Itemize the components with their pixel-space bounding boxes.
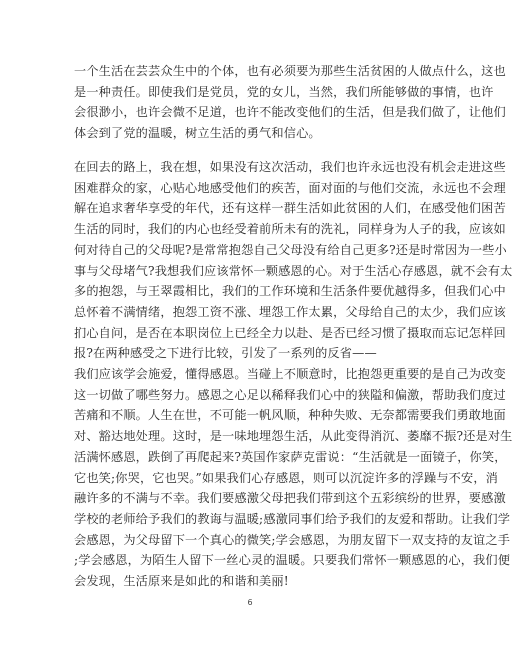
text-line: 融许多的不满与不幸。我们要感激父母把我们带到这个五彩缤纷的世界，要感激 [74, 491, 506, 506]
text-line: 在回去的路上，我在想，如果没有这次活动，我们也许永远也没有机会走进这些 [74, 160, 506, 174]
text-line: 何对待自己的父母呢?是常常抱怨自己父母没有给自己更多?还是时常因为一些小 [74, 242, 507, 257]
text-line: 总怀着不满情绪，抱怨工资不涨、埋怨工作太累，父母给自己的太少，我们应该 [74, 304, 506, 319]
text-line: 学校的老师给予我们的教诲与温暖;感激同事们给予我们的友爱和帮助。让我们学 [74, 511, 511, 526]
text-line: ;学会感恩，为陌生人留下一丝心灵的温暖。只要我们常怀一颗感恩的心，我们便 [74, 553, 511, 568]
paragraph-2 [74, 157, 513, 592]
page-number: 6 [247, 598, 253, 607]
text-line: 苦痛和不顺。人生在世，不可能一帆风顺，种种失败、无奈都需要我们勇敢地面 [74, 408, 506, 423]
text-line: 会很渺小，也许会微不足道，也许不能改变他们的生活，但是我们做了，让他们 [74, 105, 506, 120]
paragraph-1 [74, 61, 506, 144]
text-line: 报?在两种感受之下进行比较，引发了一系列的反省—— [74, 346, 377, 361]
text-line: 体会到了党的温暖，树立生活的勇气和信心。 [74, 126, 321, 141]
text-line: 一个生活在芸芸众生中的个体，也有必须要为那些生活贫困的人做点什么，这也 [74, 64, 506, 78]
text-line: 会发现，生活原来是如此的和谐和美丽! [74, 574, 289, 589]
text-line: 是一种责任。即使我们是党员，党的女儿，当然，我们所能够做的事情，也许 [74, 84, 494, 99]
text-line: 扪心自问，是否在本职岗位上已经全力以赴、是否已经习惯了摄取而忘记怎样回 [74, 325, 506, 340]
text-line: 困难群众的家，心贴心地感受他们的疾苦，面对面的与他们交流，永远也不会理 [74, 180, 506, 195]
text-line: 多的抱怨，与王翠霞相比，我们的工作环境和生活条件要优越得多，但我们心中 [74, 284, 506, 299]
text-line: 事与父母堵气?我想我们应该常怀一颗感恩的心。对于生活心存感恩，就不会有太 [74, 263, 513, 278]
text-line: 解在追求奢华享受的年代，还有这样一群生活如此贫困的人们，在感受他们困苦 [74, 201, 506, 216]
text-line: 生活的同时，我们的内心也经受着前所未有的洗礼，同样身为人子的我，应该如 [74, 222, 506, 237]
text-line: 它也笑;你哭，它也哭。”如果我们心存感恩，则可以沉淀许多的浮躁与不安，消 [74, 470, 499, 485]
text-line: 我们应该学会施爱，懂得感恩。当碰上不顺意时，比抱怨更重要的是自己为改变 [74, 367, 506, 382]
text-line: 对、豁达地处理。这时，是一味地埋怨生活，从此变得消沉、萎靡不振?还是对生 [74, 429, 513, 444]
text-line: 会感恩，为父母留下一个真心的微笑;学会感恩，为朋友留下一双支持的友谊之手 [74, 532, 511, 547]
text-line: 活满怀感恩，跌倒了再爬起来?英国作家萨克雷说：“生活就是一面镜子，你笑， [74, 449, 507, 464]
text-line: 这一切做了哪些努力。感恩之心足以稀释我们心中的狭隘和偏激，帮助我们度过 [74, 387, 506, 402]
